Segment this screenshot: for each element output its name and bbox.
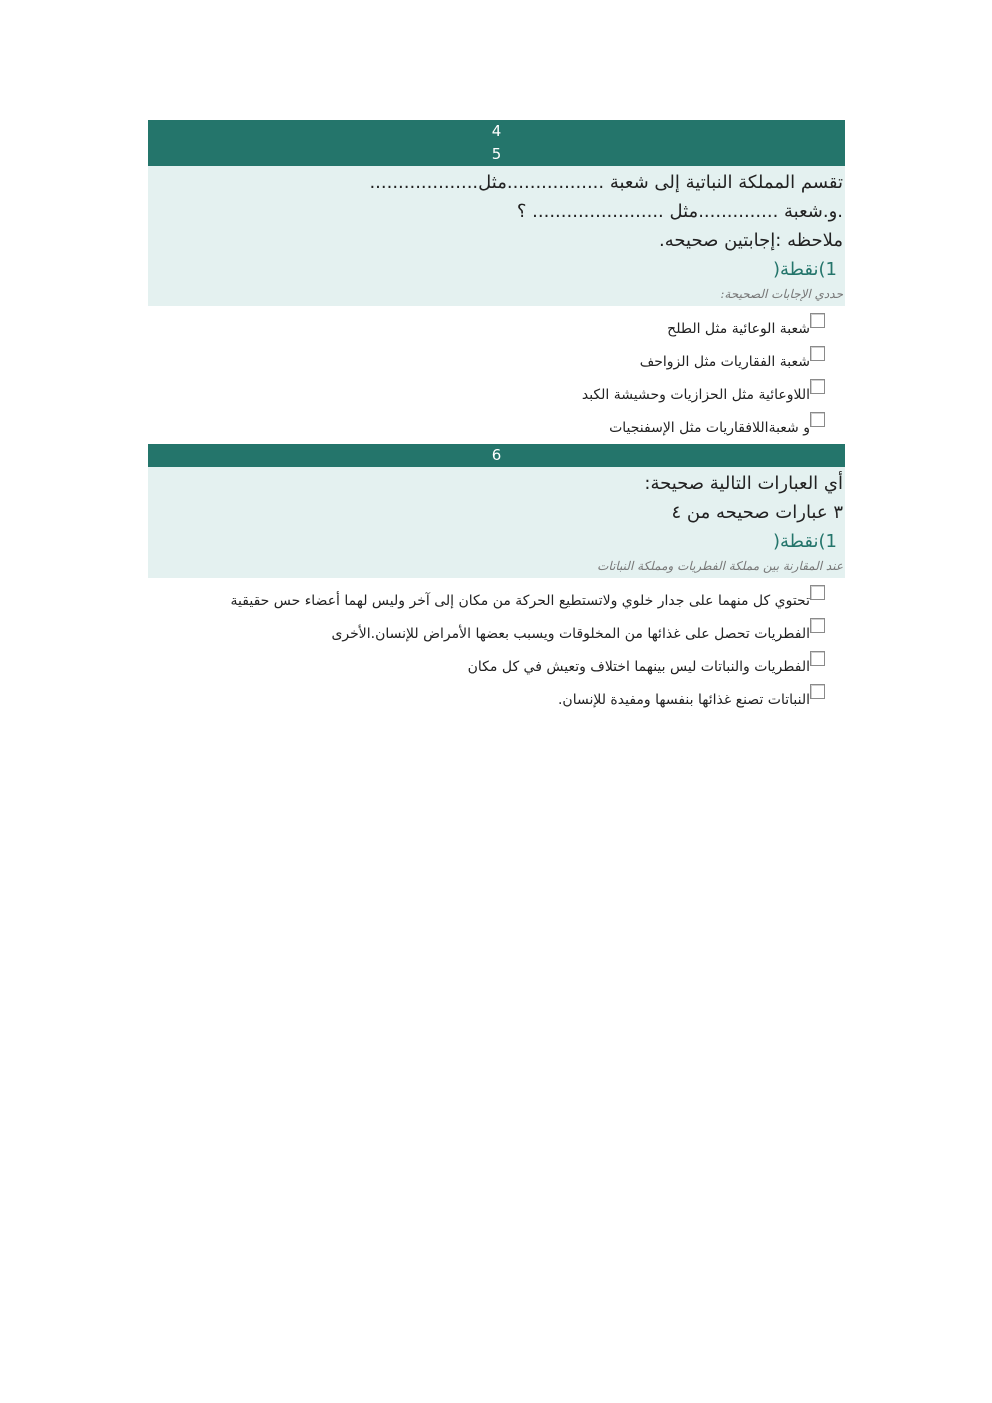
question-text: ٣ عبارات صحيحه من ٤ — [671, 502, 843, 523]
answer-option[interactable] — [148, 312, 825, 345]
question-number: 5 — [491, 145, 502, 163]
option-label: شعبة الوعائية مثل الطلح — [667, 321, 810, 337]
quiz-content — [148, 120, 845, 716]
question-number: 6 — [491, 446, 502, 464]
question-note: ملاحظه :إجابتين صحيحه. — [659, 230, 843, 251]
option-label: النباتات تصنع غذائها بنفسها ومفيدة للإنسان. — [557, 692, 810, 708]
question-number-bar — [148, 444, 845, 467]
question-text: .و.شعبة ..............مثل ....................... ؟ — [516, 201, 843, 222]
option-label: و شعبةاللافقاريات مثل الإسفنجيات — [609, 420, 810, 436]
answer-option[interactable] — [148, 378, 825, 411]
answer-option[interactable] — [148, 650, 825, 683]
question-hint: حددي الإجابات الصحيحة: — [720, 287, 843, 301]
checkbox[interactable] — [810, 346, 825, 361]
question-text: تقسم المملكة النباتية إلى شعبة .................مثل................... — [369, 172, 843, 193]
question-number-bar — [148, 120, 845, 166]
question-body — [148, 467, 845, 578]
checkbox[interactable] — [810, 412, 825, 427]
question-body — [148, 166, 845, 306]
answer-option[interactable] — [148, 683, 825, 716]
answer-option[interactable] — [148, 411, 825, 444]
checkbox[interactable] — [810, 651, 825, 666]
checkbox[interactable] — [810, 585, 825, 600]
checkbox[interactable] — [810, 313, 825, 328]
question-points: 1)نقطة( — [772, 531, 837, 552]
option-label: تحتوي كل منهما على جدار خلوي ولاتستطيع الحركة من مكان إلى آخر وليس لهما أعضاء حس حقيقية — [230, 593, 810, 609]
answer-options — [148, 306, 845, 444]
question-points: 1)نقطة( — [772, 259, 837, 280]
option-label: الفطريات تحصل على غذائها من المخلوقات ويسبب بعضها الأمراض للإنسان.الأخرى — [331, 626, 810, 642]
checkbox[interactable] — [810, 618, 825, 633]
option-label: شعبة الفقاريات مثل الزواحف — [639, 354, 810, 370]
question-hint: عند المقارنة بين مملكة الفطريات ومملكة النباتات — [597, 559, 843, 573]
checkbox[interactable] — [810, 684, 825, 699]
answer-options — [148, 578, 845, 716]
checkbox[interactable] — [810, 379, 825, 394]
question-number: 4 — [491, 122, 502, 140]
answer-option[interactable] — [148, 345, 825, 378]
option-label: الفطريات والنباتات ليس بينهما اختلاف وتعيش في كل مكان — [467, 659, 810, 675]
option-label: اللاوعائية مثل الحزازيات وحشيشة الكبد — [581, 387, 810, 403]
question-text: أي العبارات التالية صحيحة: — [644, 473, 843, 494]
answer-option[interactable] — [148, 584, 825, 617]
answer-option[interactable] — [148, 617, 825, 650]
